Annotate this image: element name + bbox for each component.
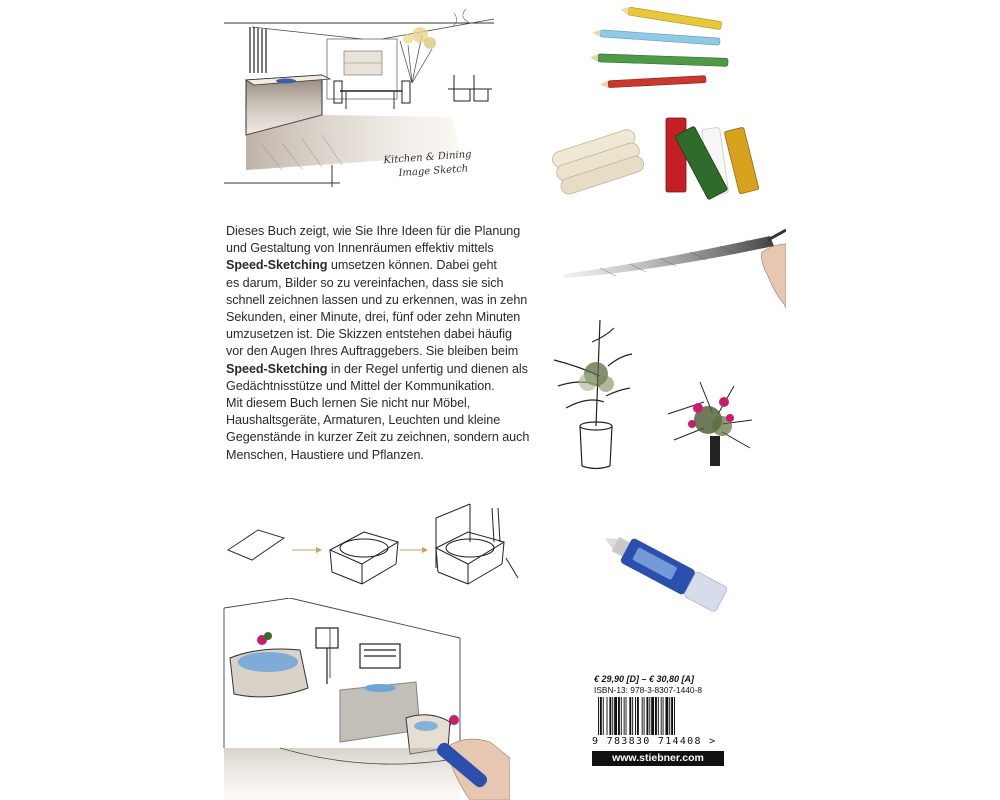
sketch-caption-line2: Image Sketch [398,163,469,180]
barcode-bar [621,697,622,735]
barcode-bar [626,697,627,735]
description-line [226,326,526,343]
barcode-bar [609,697,611,735]
barcode-bar [612,697,613,735]
description-text: Mit diesem Buch lernen Sie nicht nur Möbel, [226,396,471,411]
description-text: Sekunden, einer Minute, drei, fünf oder zehn Minuten [226,310,521,325]
barcode-bar [642,697,643,735]
description-line [226,395,526,412]
description-line [226,447,526,464]
barcode-bar [632,697,633,735]
pastel-chalks [548,110,768,210]
description-text: umsetzen können. Dabei geht [327,258,497,273]
description-line [226,292,526,309]
book-description [226,223,530,464]
description-text: Dieses Buch zeigt, wie Sie Ihre Ideen für die Planung [226,224,521,238]
barcode-bar [637,697,639,735]
description-line [226,240,526,257]
description-line [226,412,526,429]
barcode-bar [655,697,657,735]
barcode-bar [603,697,604,735]
correction-pen [592,524,736,620]
barcode-bar [635,697,636,735]
description-bold-term: Speed-Sketching [226,258,328,273]
bathtub-sequence-drawing [222,498,522,590]
colored-pencils-drawing [590,2,730,94]
barcode-bar [644,697,645,735]
description-text: umzusetzen ist. Die Skizzen entstehen dabei häufig [226,327,512,342]
plant-sketch-drawing [548,316,648,474]
barcode-bar [649,697,650,735]
pencil-stroke-drawing [560,222,786,308]
bathroom-sketch-drawing [220,598,510,800]
bathtub-sequence-sketch [222,498,522,590]
pencil-stroke-hand [560,222,786,308]
description-text: schnell zeichnen lassen und zu erkennen, was in zehn [226,292,528,307]
barcode-bar [658,697,659,735]
description-text: es darum, Bilder so zu vereinfachen, dass sie sich [226,275,504,290]
colored-pencils [590,2,730,94]
barcode-bar [661,697,662,735]
description-line [226,343,526,360]
barcode-bar [629,697,631,735]
barcode-bar [669,697,670,735]
barcode-bar [671,697,673,735]
description-line [226,429,530,446]
barcode-bar [614,697,617,735]
barcode-bar [674,697,675,735]
flower-bouquet-drawing [664,372,760,472]
barcode-digits: 9 783830 714408 > [592,736,717,747]
description-line [226,378,526,395]
description-text: Haushaltsgeräte, Armaturen, Leuchten und kleine [226,413,501,428]
bathroom-sketch [220,598,510,800]
isbn-text: ISBN-13: 978-3-8307-1440-8 [594,685,703,695]
barcode-bar [598,697,599,735]
barcode-bar [665,697,668,735]
flower-bouquet-sketch [664,372,760,472]
barcode [594,697,722,737]
sketch-caption-line1: Kitchen & Dining [383,149,472,167]
pastel-chalks-drawing [548,110,768,210]
description-text: in der Regel unfertig und dienen als [327,361,528,376]
barcode-bar [663,697,664,735]
description-text: Gedächtnisstütze und Mittel der Kommunikation. [226,378,495,393]
barcode-bar [651,697,654,735]
barcode-bar [607,697,608,735]
price-barcode-block [592,675,724,767]
description-text: Gegenstände in kurzer Zeit zu zeichnen, sondern auch [226,430,530,445]
description-bold-term: Speed-Sketching [226,361,328,376]
plant-sketch [548,316,648,474]
description-line [226,223,526,240]
description-text: und Gestaltung von Innenräumen effektiv mittels [226,241,494,256]
correction-pen-drawing [592,524,736,620]
barcode-bar [618,697,620,735]
barcode-bar [600,697,602,735]
description-line [226,275,526,292]
description-line [226,309,526,326]
barcode-bar [624,697,625,735]
description-text: vor den Augen Ihres Auftraggebers. Sie bleiben beim [226,344,519,359]
price-text: € 29,90 [D] – € 30,80 [A] [594,674,695,684]
barcode-bar [646,697,648,735]
description-text: Menschen, Haustiere und Pflanzen. [226,447,424,462]
description-line [226,361,526,378]
publisher-url: www.stiebner.com [592,751,724,766]
description-line [226,257,526,274]
